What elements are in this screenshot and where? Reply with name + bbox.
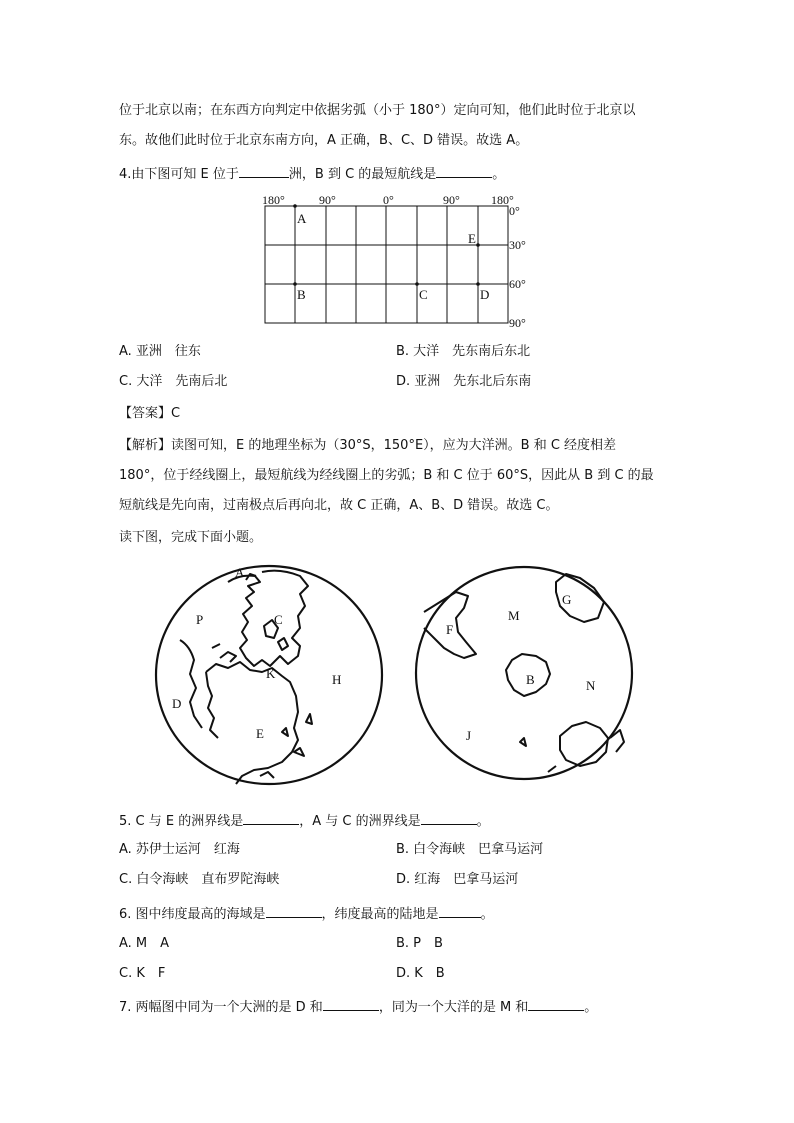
map-label: D — [172, 696, 182, 711]
point-label: D — [480, 287, 490, 302]
map-label: M — [508, 608, 520, 623]
map-label: H — [332, 672, 342, 687]
lat-label: 0° — [509, 204, 520, 218]
question-text: ，同为一个大洋的是 M 和 — [378, 1000, 529, 1015]
lon-label: 0° — [383, 193, 394, 207]
question-text: 。 — [492, 167, 506, 182]
answer-blank — [243, 810, 299, 825]
lon-label: 90° — [319, 193, 336, 207]
analysis-line: 180°，位于经线圈上，最短航线为经线圈上的劣弧；B 和 C 位于 60°S，因此从 B 到 C 的最 — [119, 468, 654, 483]
option-b: B. 大洋 先东南后东北 — [396, 344, 531, 359]
option-a: A. 亚洲 往东 — [119, 344, 201, 359]
map-label: J — [466, 728, 472, 743]
question-text: 。 — [480, 907, 494, 922]
lat-label: 60° — [509, 277, 526, 291]
question-text: ，纬度最高的陆地是 — [321, 907, 439, 922]
map-label: K — [266, 666, 276, 681]
option-a: A. 苏伊士运河 红海 — [119, 842, 240, 857]
option-d: D. 亚洲 先东北后东南 — [396, 374, 532, 389]
lat-label: 90° — [509, 316, 526, 330]
lon-label: 90° — [443, 193, 460, 207]
map-label: E — [256, 726, 264, 741]
option-d: D. K B — [396, 966, 445, 981]
option-c: C. 大洋 先南后北 — [119, 374, 228, 389]
map-label: C — [274, 612, 283, 627]
text-line: 位于北京以南；在东西方向判定中依据劣弧（小于 180°）定向可知，他们此时位于北京以 — [119, 103, 636, 118]
lon-label: 180° — [491, 193, 514, 207]
lat-lon-grid-diagram — [255, 193, 535, 333]
answer-blank — [266, 903, 322, 918]
point-label: E — [468, 231, 476, 246]
answer-blank — [239, 163, 289, 178]
analysis-line: 短航线是先向南，过南极点后再向北，故 C 正确，A、B、D 错误。故选 C。 — [119, 498, 559, 513]
map-label: G — [562, 592, 572, 607]
lon-label: 180° — [262, 193, 285, 207]
question-text: 洲，B 到 C 的最短航线是 — [288, 167, 437, 182]
answer: 【答案】C — [119, 406, 181, 421]
map-label: B — [526, 672, 535, 687]
point-label: C — [419, 287, 428, 302]
question-4-stem — [119, 163, 505, 185]
question-text: 。 — [476, 814, 490, 829]
intro-text: 读下图，完成下面小题。 — [119, 530, 263, 545]
question-text: 6. 图中纬度最高的海域是 — [119, 907, 266, 922]
question-6-stem — [119, 903, 494, 925]
question-text: 5. C 与 E 的洲界线是 — [119, 814, 244, 829]
analysis-line: 【解析】读图可知，E 的地理坐标为（30°S，150°E），应为大洋洲。B 和 C 经度相差 — [119, 438, 617, 453]
answer-blank — [421, 810, 477, 825]
question-7-stem — [119, 996, 597, 1018]
question-text: 7. 两幅图中同为一个大洲的是 D 和 — [119, 1000, 323, 1015]
point-label: B — [297, 287, 306, 302]
answer-blank — [436, 163, 492, 178]
map-label: A — [235, 565, 245, 580]
answer-blank — [439, 903, 481, 918]
question-text: 。 — [584, 1000, 598, 1015]
answer-blank — [323, 996, 379, 1011]
map-label: P — [196, 612, 204, 627]
right-hemisphere-map — [410, 562, 640, 787]
map-label: N — [586, 678, 596, 693]
option-d: D. 红海 巴拿马运河 — [396, 872, 519, 887]
point-label: A — [297, 211, 307, 226]
question-5-stem — [119, 810, 490, 832]
question-text: ，A 与 C 的洲界线是 — [299, 814, 421, 829]
answer-blank — [528, 996, 584, 1011]
left-hemisphere-map — [150, 562, 390, 792]
option-c: C. 白令海峡 直布罗陀海峡 — [119, 872, 280, 887]
option-b: B. P B — [396, 936, 443, 951]
option-c: C. K F — [119, 966, 166, 981]
question-text: 4.由下图可知 E 位于 — [119, 167, 239, 182]
text-line: 东。故他们此时位于北京东南方向，A 正确，B、C、D 错误。故选 A。 — [119, 133, 529, 148]
option-a: A. M A — [119, 936, 170, 951]
option-b: B. 白令海峡 巴拿马运河 — [396, 842, 544, 857]
map-label: F — [446, 622, 454, 637]
lat-label: 30° — [509, 238, 526, 252]
